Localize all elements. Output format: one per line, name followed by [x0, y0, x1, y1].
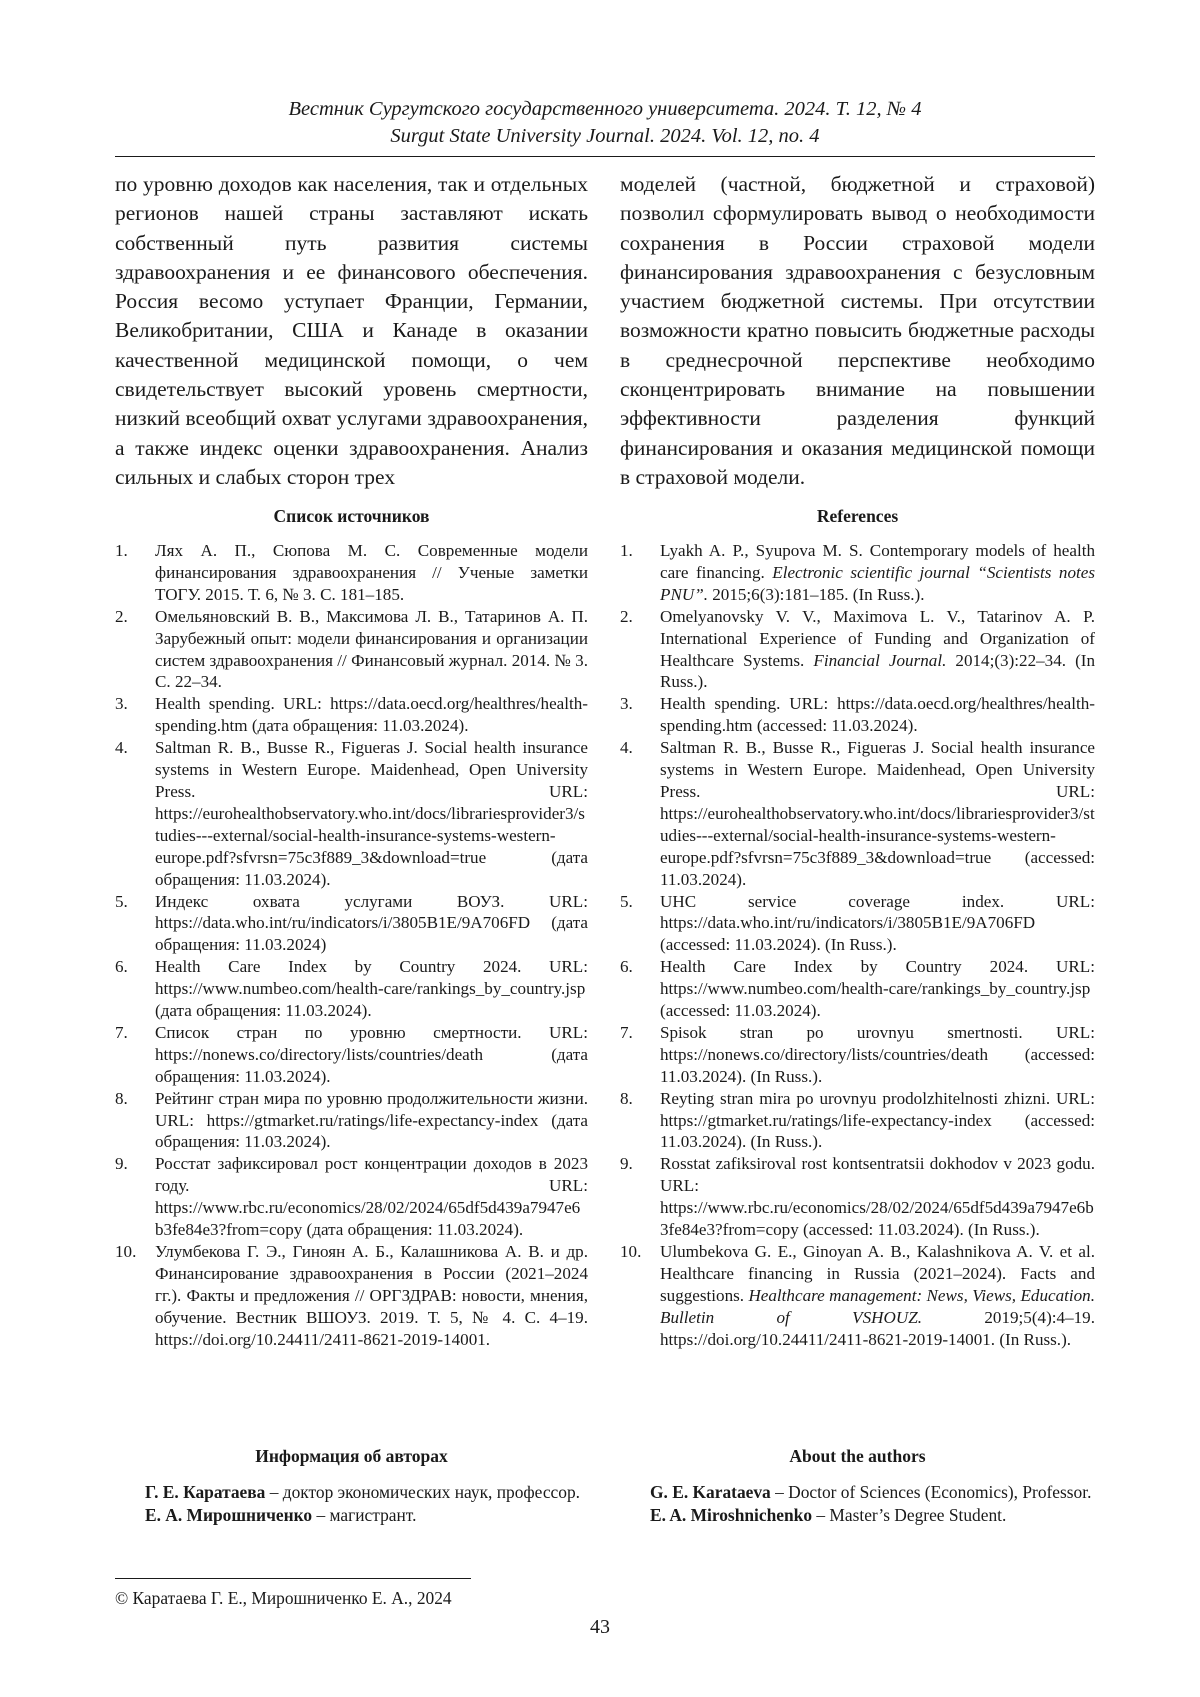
references-section [620, 505, 1095, 1351]
list-item: 3. Health spending. URL: https://data.oecd.org/healthres/health-spending.htm (дата обращения: 11.03.2024). [115, 694, 588, 736]
list-item: 7. Список стран по уровню смертности. URL: https://nonews.co/directory/lists/countries/death (дата обращения: 11.03.2024). [115, 1022, 588, 1086]
copyright-note: © Каратаева Г. Е., Мирошниченко Е. А., 2024 [115, 1588, 452, 1608]
list-item: 3. Health spending. URL: https://data.oecd.org/healthres/health-spending.htm (accessed: 11.03.2024). [620, 694, 1095, 736]
list-item: 9. Rosstat zafiksiroval rost kontsentratsii dokhodov v 2023 godu. URL: https://www.rbc.ru/economics/28/02/2024/65df5d439a7947e6b3fe84e3?from=copy (accessed: 11.03.2024). (In Russ.). [620, 1154, 1095, 1240]
author-1-ru: Г. Е. Каратаева – доктор экономических наук, профессор. [145, 1482, 581, 1502]
header-ru: Вестник Сургутского государственного университета. 2024. Т. 12, № 4 [288, 98, 922, 120]
list-item: 6. Health Care Index by Country 2024. URL: https://www.numbeo.com/health-care/rankings_by_country.jsp (accessed: 11.03.2024). [620, 957, 1095, 1021]
list-item: 5. UHC service coverage index. URL: https://data.who.int/ru/indicators/i/3805B1E/9A706FD (accessed: 11.03.2024). (In Russ.). [620, 891, 1095, 955]
authors-title-en: About the authors [789, 1446, 926, 1466]
header-divider [115, 156, 1095, 157]
list-item: 1. Lyakh A. P., Syupova M. S. Contemporary models of health care financing. Electronic scientific journal “Scientists notes PNU”. 2015;6(3):181–185. (In Russ.). [620, 541, 1095, 604]
list-item: 5. Индекс охвата услугами ВОУЗ. URL: https://data.who.int/ru/indicators/i/3805B1E/9A706FD (дата обращения: 11.03.2024) [115, 891, 588, 955]
body-text-right [620, 170, 1095, 492]
sources-title: Список источников [273, 506, 430, 526]
list-item: 10. Улумбекова Г. Э., Гиноян А. Б., Калашникова А. В. и др. Финансирование здравоохранения в России (2021–2024 гг.). Факты и предложения // ОРГЗДРАВ: новости, мнения, обучение. Вестник ВШОУЗ. 2019. Т. 5, № 4. С. 4–19. https://doi.org/10.24411/2411-8621-2019-14001. [115, 1242, 588, 1349]
list-item: 2. Омельяновский В. В., Максимова Л. В., Татаринов А. П. Зарубежный опыт: модели финансирования и организации систем здравоохранения // Финансовый журнал. 2014. № 3. С. 22–34. [115, 606, 588, 692]
author-1-en: G. E. Karataeva – Doctor of Sciences (Economics), Professor. [650, 1482, 1092, 1502]
author-2-ru: Е. А. Мирошниченко – магистрант. [145, 1504, 417, 1525]
list-item: 7. Spisok stran po urovnyu smertnosti. URL: https://nonews.co/directory/lists/countries/death (accessed: 11.03.2024). (In Russ.). [620, 1022, 1095, 1086]
list-item: 8. Рейтинг стран мира по уровню продолжительности жизни. URL: https://gtmarket.ru/ratings/life-expectancy-index (дата обращения: 11.03.2024). [115, 1088, 588, 1152]
list-item: 1. Лях А. П., Сюпова М. С. Современные модели финансирования здравоохранения // Ученые заметки ТОГУ. 2015. Т. 6, № 3. С. 181–185. [115, 541, 588, 604]
header-en: Surgut State University Journal. 2024. Vol. 12, no. 4 [390, 125, 820, 147]
authors-info-en [620, 1445, 1095, 1526]
sources-list [115, 540, 588, 1351]
references-list [620, 540, 1095, 1351]
page-number: 43 [590, 1616, 610, 1638]
running-header [115, 96, 1095, 150]
list-item: 9. Росстат зафиксировал рост концентрации доходов в 2023 году. URL: https://www.rbc.ru/economics/28/02/2024/65df5d439a7947e6b3fe84e3?from=copy (дата обращения: 11.03.2024). [115, 1154, 588, 1240]
body-paragraph-right: моделей (частной, бюджетной и страховой) позволил сформулировать вывод о необходимости сохранения в России страховой модели финансирования здравоохранения с безусловным участием бюджетной системы. При отсутствии возможности кратно повысить бюджетные расходы в среднесрочной перспективе необходимо сконцентрировать внимание на повышении эффективности разделения функций финансирования и оказания медицинской помощи в страховой модели. [620, 172, 1095, 489]
list-item: 4. Saltman R. B., Busse R., Figueras J. Social health insurance systems in Western Europe. Maidenhead, Open University Press. URL: https://eurohealthobservatory.who.int/docs/librariesprovider3/studies---external/social-health-insurance-systems-western-europe.pdf?sfvrsn=75c3f889_3&download=true (accessed: 11.03.2024). [620, 738, 1095, 889]
authors-title-ru: Информация об авторах [255, 1446, 448, 1466]
authors-info-ru [115, 1445, 588, 1526]
body-paragraph-left: по уровню доходов как населения, так и отдельных регионов нашей страны заставляют искать собственный путь развития системы здравоохранения и ее финансового обеспечения. Россия весомо уступает Франции, Германии, Великобритании, США и Канаде в оказании качественной медицинской помощи, о чем свидетельствует высокий уровень смертности, низкий всеобщий охват услугами здравоохранения, а также индекс оценки здравоохранения. Анализ сильных и слабых сторон трех [115, 172, 588, 489]
sources-section [115, 505, 588, 1351]
list-item: 8. Reyting stran mira po urovnyu prodolzhitelnosti zhizni. URL: https://gtmarket.ru/ratings/life-expectancy-index (accessed: 11.03.2024). (In Russ.). [620, 1088, 1095, 1152]
list-item: 6. Health Care Index by Country 2024. URL: https://www.numbeo.com/health-care/rankings_by_country.jsp (дата обращения: 11.03.2024). [115, 957, 588, 1021]
list-item: 2. Omelyanovsky V. V., Maximova L. V., Tatarinov A. P. International Experience of Funding and Organization of Healthcare Systems. Financial Journal. 2014;(3):22–34. (In Russ.). [620, 606, 1096, 692]
list-item: 10. Ulumbekova G. E., Ginoyan A. B., Kalashnikova A. V. et al. Healthcare financing in Russia (2021–2024). Facts and suggestions. Healthcare management: News, Views, Education. Bulletin of VSHOUZ. 2019;5(4):4–19. https://doi.org/10.24411/2411-8621-2019-14001. (In Russ.). [620, 1242, 1095, 1349]
references-title: References [816, 506, 899, 526]
footnote-divider [115, 1578, 471, 1579]
body-text-left [115, 170, 588, 492]
author-2-en: E. A. Miroshnichenko – Master’s Degree Student. [650, 1504, 1007, 1525]
list-item: 4. Saltman R. B., Busse R., Figueras J. Social health insurance systems in Western Europe. Maidenhead, Open University Press. URL: https://eurohealthobservatory.who.int/docs/librariesprovider3/studies---external/social-health-insurance-systems-western-europe.pdf?sfvrsn=75c3f889_3&download=true (дата обращения: 11.03.2024). [115, 738, 588, 889]
